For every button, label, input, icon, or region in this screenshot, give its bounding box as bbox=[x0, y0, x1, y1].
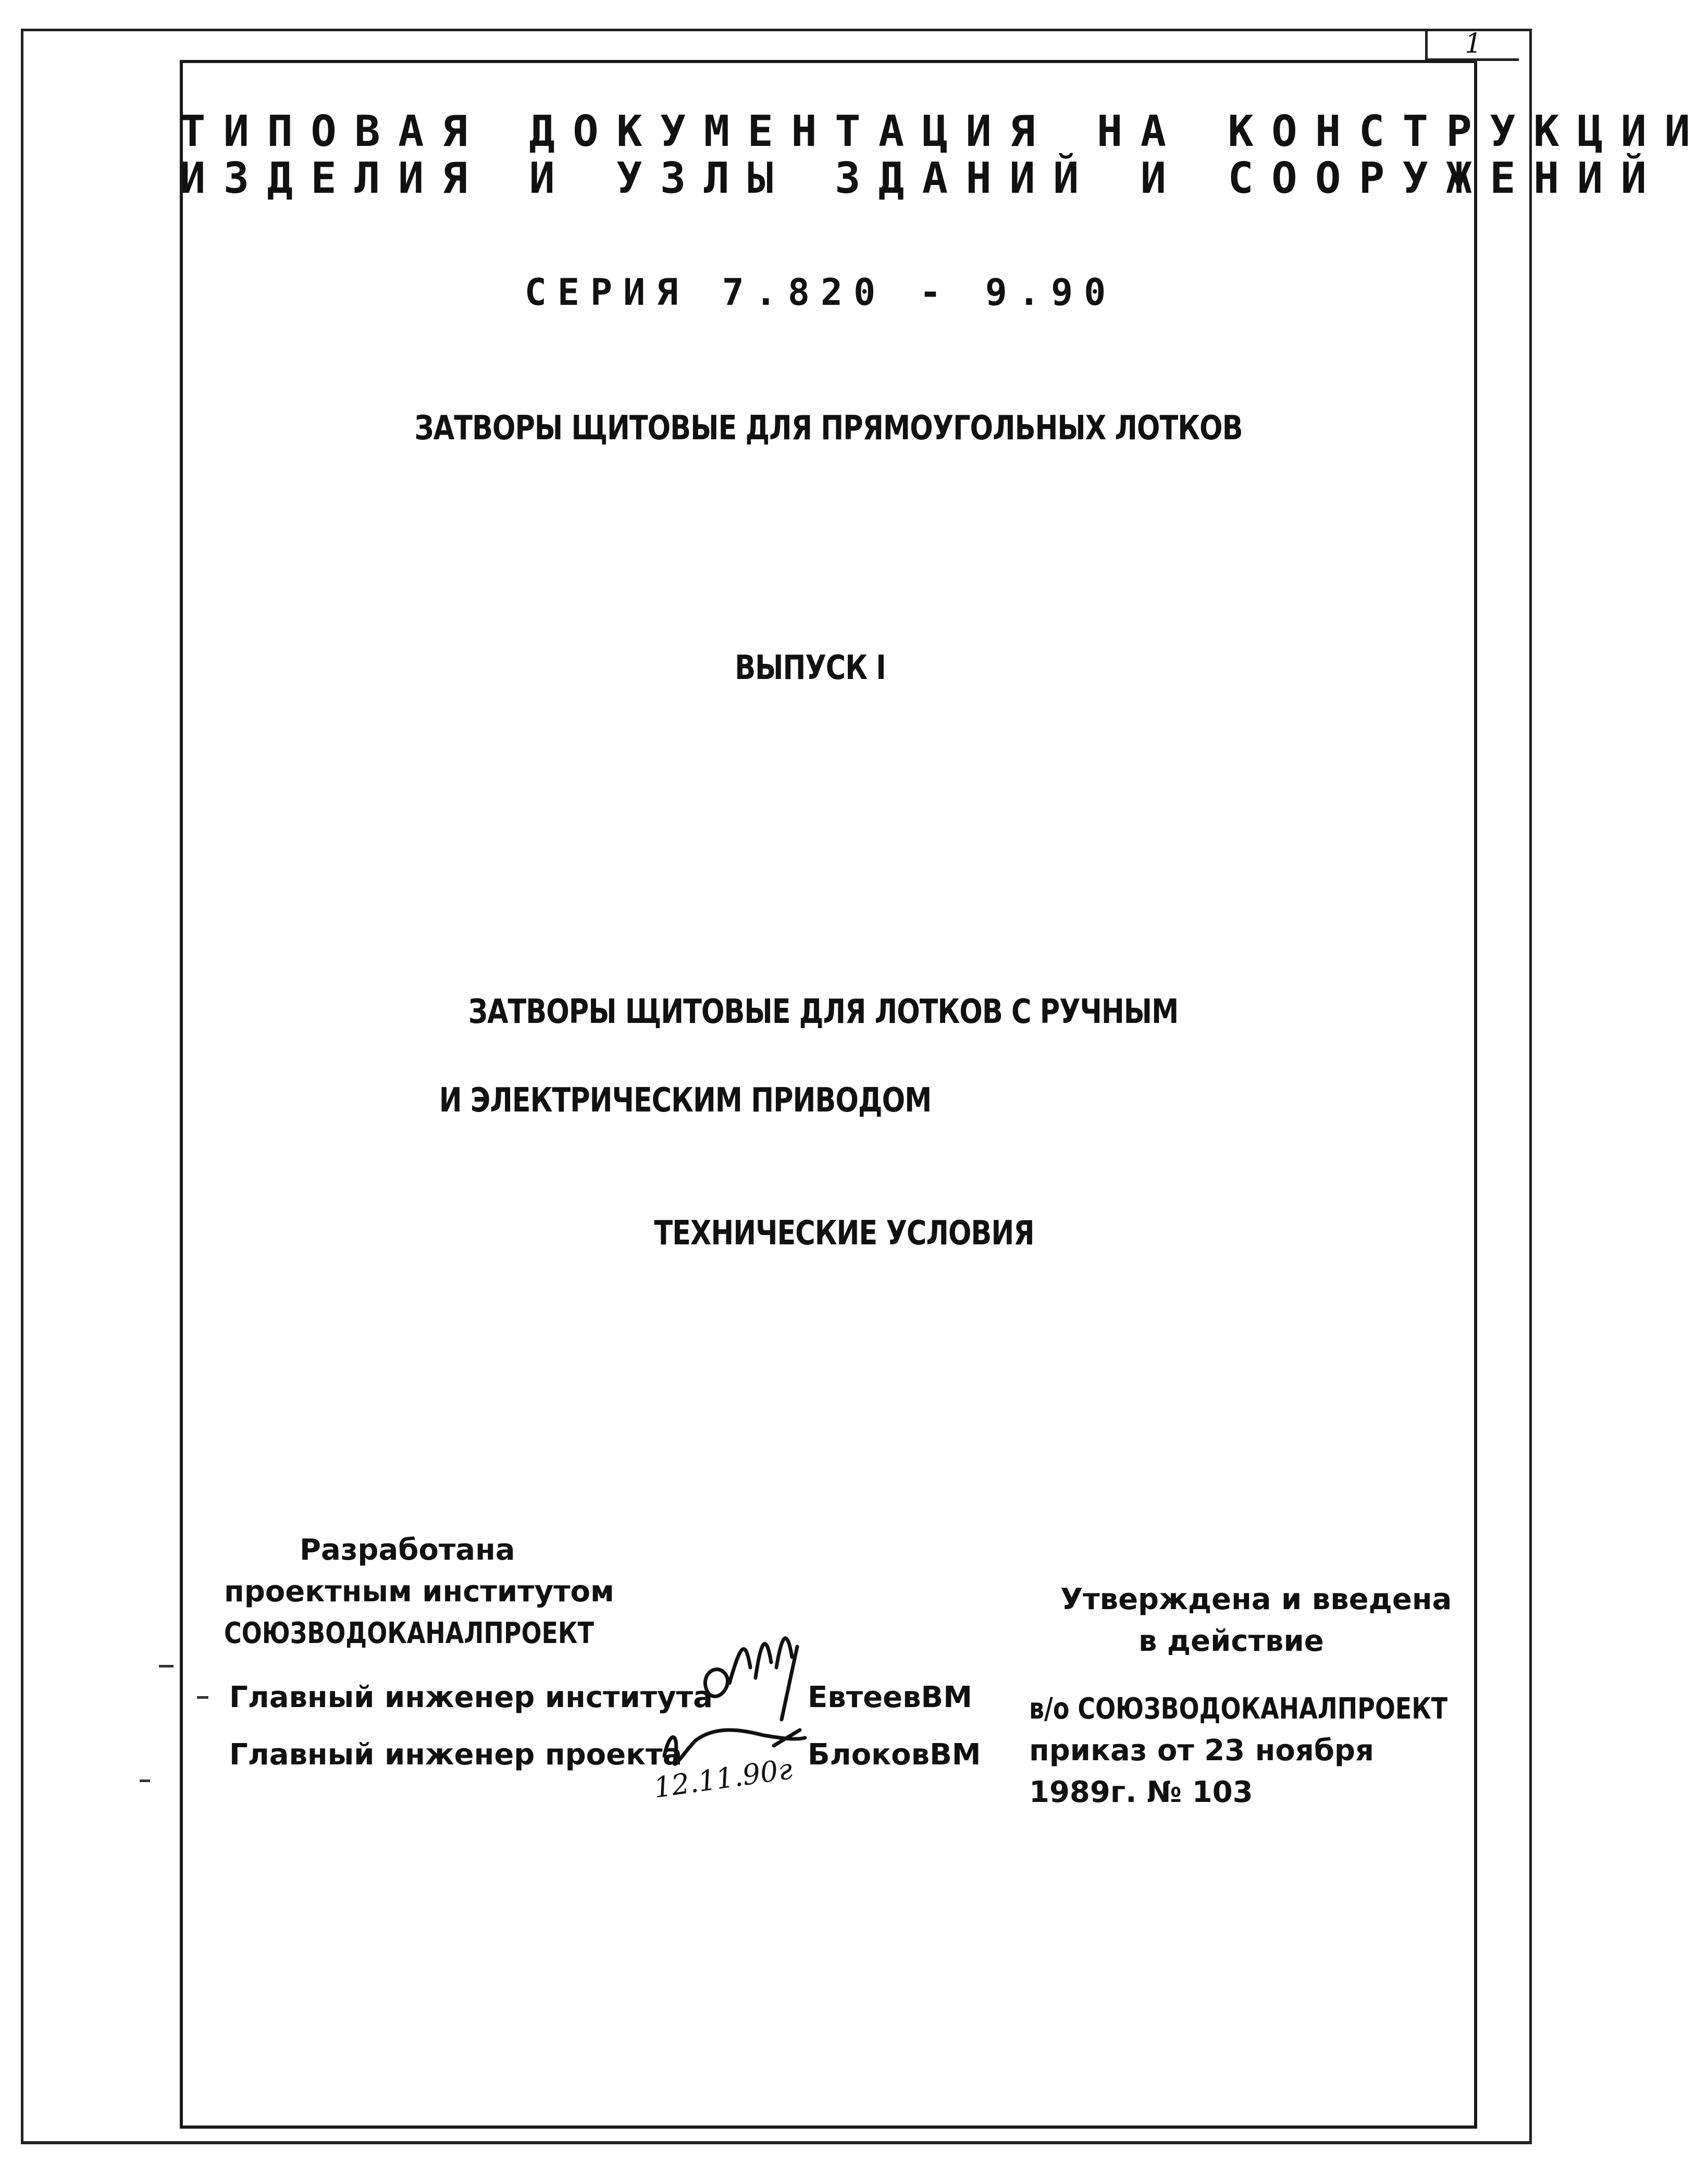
series-title: ЗАТВОРЫ ЩИТОВЫЕ ДЛЯ ПРЯМОУГОЛЬНЫХ ЛОТКОВ bbox=[414, 409, 1243, 448]
developed-line-1: Разработана bbox=[300, 1533, 515, 1567]
issue-label: ВЫПУСК I bbox=[735, 649, 886, 687]
page-number-box bbox=[1425, 29, 1519, 61]
approved-line-2: в действие bbox=[1138, 1624, 1324, 1658]
signatory-role-1: Главный инженер института bbox=[229, 1681, 713, 1714]
margin-mark bbox=[197, 1696, 208, 1699]
margin-mark bbox=[159, 1665, 174, 1667]
developed-line-2: проектным институтом bbox=[224, 1575, 614, 1609]
signatory-role-2: Главный инженер проекта bbox=[229, 1738, 683, 1772]
signatory-name-2: БлоковВМ bbox=[808, 1738, 981, 1772]
signatory-name-1: ЕвтеевВМ bbox=[808, 1681, 972, 1714]
page-number: 1 bbox=[1464, 28, 1482, 59]
issue-title-line-3: ТЕХНИЧЕСКИЕ УСЛОВИЯ bbox=[654, 1214, 1034, 1253]
approved-line-5: 1989г. № 103 bbox=[1029, 1775, 1253, 1809]
approved-line-3: в/о СОЮЗВОДОКАНАЛПРОЕКТ bbox=[1029, 1692, 1448, 1726]
issue-title-line-2: И ЭЛЕКТРИЧЕСКИМ ПРИВОДОМ bbox=[439, 1081, 932, 1120]
header-line-1: ТИПОВАЯ ДОКУМЕНТАЦИЯ НА КОНСТРУКЦИИ bbox=[180, 107, 1708, 156]
signature-date: 12.11.90г bbox=[651, 1752, 795, 1805]
issue-title-line-1: ЗАТВОРЫ ЩИТОВЫЕ ДЛЯ ЛОТКОВ С РУЧНЫМ bbox=[468, 993, 1179, 1031]
developed-line-3: СОЮЗВОДОКАНАЛПРОЕКТ bbox=[224, 1616, 594, 1650]
approved-line-4: приказ от 23 ноября bbox=[1029, 1734, 1374, 1768]
header-line-2: ИЗДЕЛИЯ И УЗЛЫ ЗДАНИЙ И СООРУЖЕНИЙ bbox=[180, 154, 1665, 203]
margin-mark bbox=[140, 1780, 150, 1782]
series-label: СЕРИЯ 7.820 - 9.90 bbox=[524, 271, 1117, 314]
approved-line-1: Утверждена и введена bbox=[1060, 1583, 1452, 1616]
